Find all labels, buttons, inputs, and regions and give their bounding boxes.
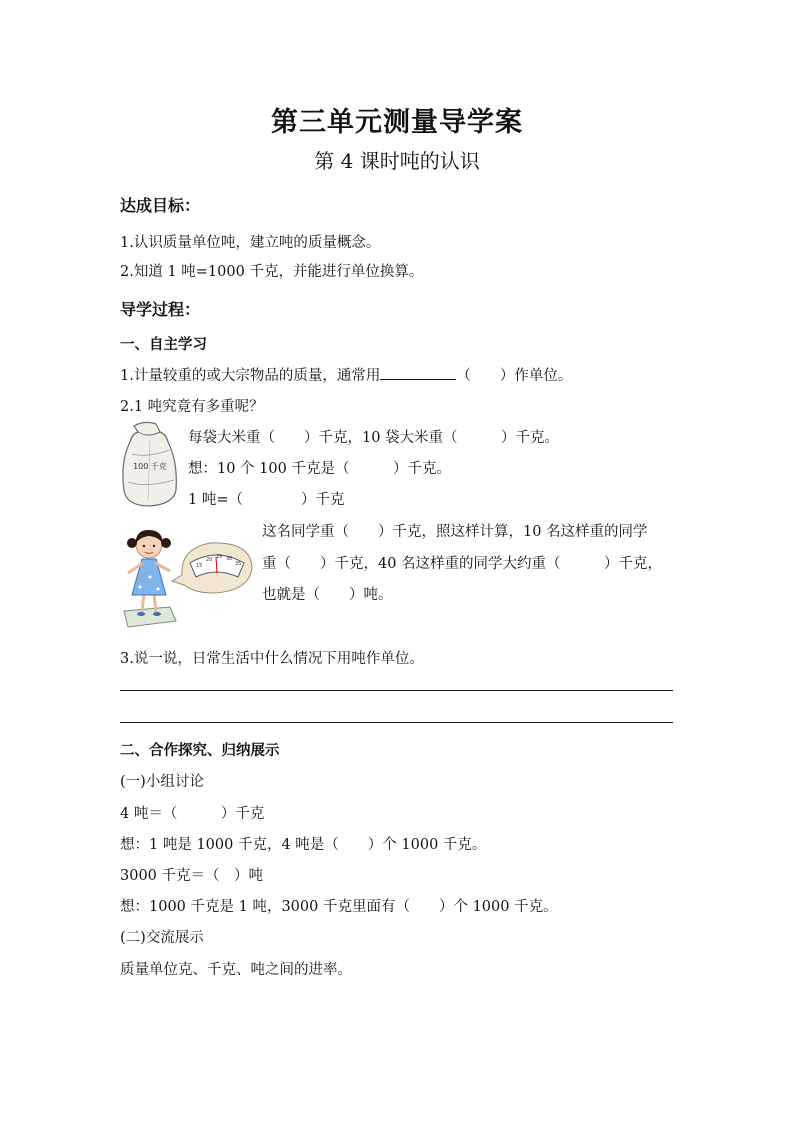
answer-line-2[interactable] — [120, 722, 673, 723]
girl-line-1: 这名同学重（ ）千克，照这样计算，10 名这样重的同学 — [262, 524, 648, 540]
rice-sack-illustration — [116, 420, 184, 508]
section1-heading: 一、自主学习 — [120, 337, 207, 353]
girl-on-scale-illustration — [110, 515, 260, 635]
goal-item-2: 2.知道 1 吨=1000 千克，并能进行单位换算。 — [120, 264, 424, 280]
girl-line-3: 也就是（ ）吨。 — [262, 587, 393, 603]
question-2: 2.1 吨究竟有多重呢？ — [120, 399, 264, 415]
exercise-line-2: 想：1 吨是 1000 千克，4 吨是（ ）个 1000 千克。 — [120, 837, 487, 853]
rice-line-3: 1 吨=（ ）千克 — [188, 492, 345, 508]
answer-line-1[interactable] — [120, 690, 673, 691]
exercise-line-4: 想：1000 千克是 1 吨，3000 千克里面有（ ）个 1000 千克。 — [120, 899, 558, 915]
question-1 — [120, 364, 572, 385]
conversion-rate-line: 质量单位克、千克、吨之间的进率。 — [120, 962, 352, 978]
exchange-display-heading: (二)交流展示 — [120, 930, 204, 946]
dial-number-30: 30 — [226, 556, 233, 562]
dial-number-25: 25 — [216, 554, 223, 560]
rice-sack-label: 100 千克 — [133, 462, 167, 471]
goals-heading: 达成目标： — [120, 196, 201, 215]
girl-line-2: 重（ ）千克，40 名这样重的同学大约重（ ）千克， — [262, 556, 663, 572]
question-1-tail: （ ）作单位。 — [456, 368, 573, 384]
page-title: 第三单元测量导学案 — [271, 107, 523, 138]
dial-number-20: 20 — [206, 557, 213, 563]
page-subtitle: 第 4 课时吨的认识 — [314, 149, 480, 173]
rice-line-2: 想：10 个 100 千克是（ ）千克。 — [188, 461, 451, 477]
rice-line-1: 每袋大米重（ ）千克，10 袋大米重（ ）千克。 — [188, 430, 560, 446]
exercise-line-3: 3000 千克＝（ ）吨 — [120, 868, 264, 884]
group-discussion-heading: (一)小组讨论 — [120, 774, 204, 790]
section2-heading: 二、合作探究、归纳展示 — [120, 743, 280, 759]
goal-item-1: 1.认识质量单位吨，建立吨的质量概念。 — [120, 235, 381, 251]
answer-blank[interactable] — [380, 365, 456, 380]
exercise-line-1: 4 吨＝（ ）千克 — [120, 806, 265, 822]
dial-number-15: 15 — [196, 563, 203, 569]
dial-number-35: 35 — [235, 561, 242, 567]
question-1-text: 1.计量较重的或大宗物品的质量，通常用 — [120, 368, 381, 384]
question-3: 3.说一说，日常生活中什么情况下用吨作单位。 — [120, 651, 424, 667]
process-heading: 导学过程： — [120, 300, 201, 319]
